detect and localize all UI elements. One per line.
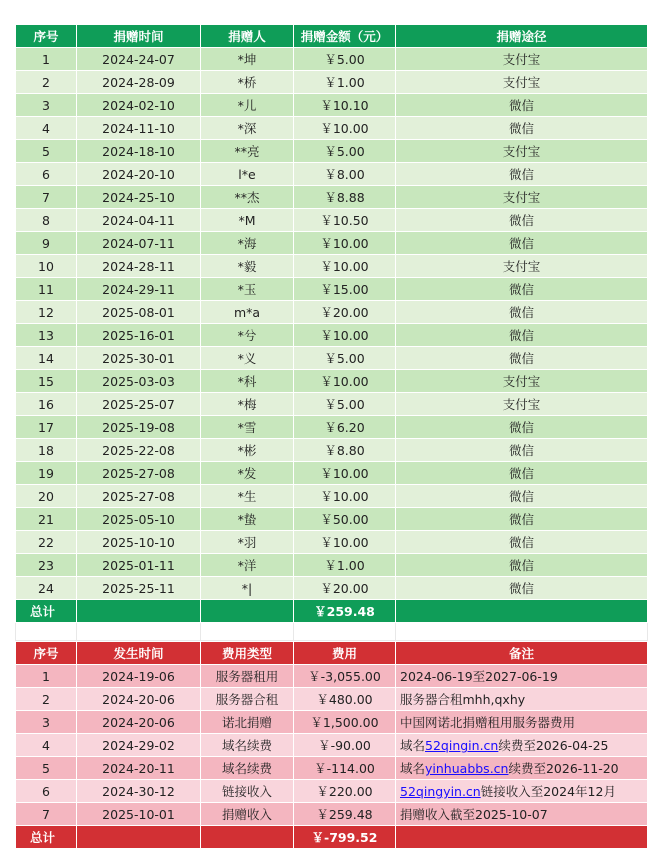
donation-channel-cell: 微信 xyxy=(396,347,648,370)
expense-index-cell: 4 xyxy=(16,734,77,757)
domain-link[interactable]: 52qingin.cn xyxy=(425,738,499,753)
donation-date-cell: 2024-07-11 xyxy=(77,232,201,255)
expense-index-cell: 6 xyxy=(16,780,77,803)
donation-index-cell: 17 xyxy=(16,416,77,439)
donation-row xyxy=(16,324,648,347)
spacer-cell xyxy=(294,623,396,641)
donation-index-cell: 11 xyxy=(16,278,77,301)
expense-total-label: 总计 xyxy=(16,826,77,849)
donation-donor-cell: *雪 xyxy=(201,416,294,439)
expense-date-cell: 2024-19-06 xyxy=(77,665,201,688)
expense-note-cell xyxy=(396,688,648,711)
expense-amount-cell: ￥259.48 xyxy=(294,803,396,826)
donation-donor-cell: *坤 xyxy=(201,48,294,71)
expense-header-type: 费用类型 xyxy=(201,642,294,665)
expense-date-cell: 2024-30-12 xyxy=(77,780,201,803)
donation-date-cell: 2025-19-08 xyxy=(77,416,201,439)
donation-row xyxy=(16,94,648,117)
expense-date-cell: 2025-10-01 xyxy=(77,803,201,826)
donation-row xyxy=(16,301,648,324)
donation-row xyxy=(16,462,648,485)
donation-date-cell: 2024-29-11 xyxy=(77,278,201,301)
donation-donor-cell: m*a xyxy=(201,301,294,324)
donation-amount-cell: ￥1.00 xyxy=(294,71,396,94)
donation-row xyxy=(16,370,648,393)
donation-amount-cell: ￥20.00 xyxy=(294,301,396,324)
donation-date-cell: 2024-11-10 xyxy=(77,117,201,140)
expense-index-cell: 2 xyxy=(16,688,77,711)
donation-amount-cell: ￥10.00 xyxy=(294,232,396,255)
donation-channel-cell: 微信 xyxy=(396,416,648,439)
donation-donor-cell: *发 xyxy=(201,462,294,485)
note-text: 续费至2026-04-25 xyxy=(498,738,609,753)
spacer-cell xyxy=(396,623,648,641)
donation-date-cell: 2025-25-07 xyxy=(77,393,201,416)
donation-channel-cell: 微信 xyxy=(396,554,648,577)
expense-note-cell xyxy=(396,734,648,757)
expense-index-cell: 7 xyxy=(16,803,77,826)
donation-row xyxy=(16,209,648,232)
donation-date-cell: 2024-20-10 xyxy=(77,163,201,186)
donation-date-cell: 2025-16-01 xyxy=(77,324,201,347)
expense-row xyxy=(16,780,648,803)
donation-donor-cell: *深 xyxy=(201,117,294,140)
donation-channel-cell: 微信 xyxy=(396,462,648,485)
donation-amount-cell: ￥5.00 xyxy=(294,347,396,370)
expense-amount-cell: ￥1,500.00 xyxy=(294,711,396,734)
donation-channel-cell: 微信 xyxy=(396,94,648,117)
note-text: 服务器合租mhh,qxhy xyxy=(400,692,526,707)
donation-donor-cell: l*e xyxy=(201,163,294,186)
donation-index-cell: 7 xyxy=(16,186,77,209)
donation-header-date: 捐赠时间 xyxy=(77,25,201,48)
expense-note-cell xyxy=(396,780,648,803)
donation-date-cell: 2024-28-09 xyxy=(77,71,201,94)
expense-header-date: 发生时间 xyxy=(77,642,201,665)
expense-type-cell: 服务器合租 xyxy=(201,688,294,711)
expense-header-note: 备注 xyxy=(396,642,648,665)
expense-total-empty xyxy=(77,826,201,849)
expense-date-cell: 2024-20-11 xyxy=(77,757,201,780)
donation-index-cell: 19 xyxy=(16,462,77,485)
donation-donor-cell: *海 xyxy=(201,232,294,255)
expense-type-cell: 捐赠收入 xyxy=(201,803,294,826)
donation-index-cell: 2 xyxy=(16,71,77,94)
donation-amount-cell: ￥5.00 xyxy=(294,393,396,416)
donation-index-cell: 3 xyxy=(16,94,77,117)
donation-amount-cell: ￥1.00 xyxy=(294,554,396,577)
expense-note-cell xyxy=(396,803,648,826)
donation-channel-cell: 支付宝 xyxy=(396,393,648,416)
donation-channel-cell: 微信 xyxy=(396,163,648,186)
donation-index-cell: 4 xyxy=(16,117,77,140)
expense-note-cell xyxy=(396,757,648,780)
donation-index-cell: 21 xyxy=(16,508,77,531)
expense-type-cell: 诺北捐赠 xyxy=(201,711,294,734)
donation-total-empty xyxy=(201,600,294,623)
donation-amount-cell: ￥8.80 xyxy=(294,439,396,462)
donation-amount-cell: ￥50.00 xyxy=(294,508,396,531)
donation-channel-cell: 支付宝 xyxy=(396,370,648,393)
expense-type-cell: 服务器租用 xyxy=(201,665,294,688)
donation-amount-cell: ￥10.00 xyxy=(294,370,396,393)
expense-type-cell: 链接收入 xyxy=(201,780,294,803)
note-text: 中国网诺北捐赠租用服务器费用 xyxy=(400,715,576,730)
expense-row xyxy=(16,757,648,780)
expense-index-cell: 1 xyxy=(16,665,77,688)
donation-date-cell: 2025-05-10 xyxy=(77,508,201,531)
donation-amount-cell: ￥15.00 xyxy=(294,278,396,301)
donation-amount-cell: ￥10.00 xyxy=(294,531,396,554)
expense-row xyxy=(16,711,648,734)
donation-total-empty xyxy=(396,600,648,623)
donation-row xyxy=(16,232,648,255)
donation-amount-cell: ￥5.00 xyxy=(294,140,396,163)
note-text: 续费至2026-11-20 xyxy=(508,761,619,776)
donation-donor-cell: *义 xyxy=(201,347,294,370)
donation-row xyxy=(16,71,648,94)
donation-date-cell: 2025-25-11 xyxy=(77,577,201,600)
donation-total-row xyxy=(16,600,648,623)
expense-amount-cell: ￥-90.00 xyxy=(294,734,396,757)
spacer-cell xyxy=(77,623,201,641)
donation-channel-cell: 支付宝 xyxy=(396,255,648,278)
spacer-cell xyxy=(201,623,294,641)
donation-channel-cell: 微信 xyxy=(396,531,648,554)
donation-index-cell: 23 xyxy=(16,554,77,577)
donation-amount-cell: ￥8.88 xyxy=(294,186,396,209)
donation-index-cell: 12 xyxy=(16,301,77,324)
expense-total-value: ￥-799.52 xyxy=(294,826,396,849)
donation-row xyxy=(16,508,648,531)
donation-total-label: 总计 xyxy=(16,600,77,623)
expense-header-row xyxy=(16,642,648,665)
domain-link[interactable]: 52qingyin.cn xyxy=(400,784,481,799)
expense-amount-cell: ￥-114.00 xyxy=(294,757,396,780)
donation-date-cell: 2024-25-10 xyxy=(77,186,201,209)
donation-channel-cell: 微信 xyxy=(396,485,648,508)
expense-amount-cell: ￥-3,055.00 xyxy=(294,665,396,688)
donation-row xyxy=(16,531,648,554)
donation-header-donor: 捐赠人 xyxy=(201,25,294,48)
donation-donor-cell: **杰 xyxy=(201,186,294,209)
donation-row xyxy=(16,163,648,186)
donation-date-cell: 2025-22-08 xyxy=(77,439,201,462)
donation-channel-cell: 微信 xyxy=(396,232,648,255)
expense-total-empty xyxy=(396,826,648,849)
donation-channel-cell: 微信 xyxy=(396,117,648,140)
donation-date-cell: 2025-08-01 xyxy=(77,301,201,324)
donation-amount-cell: ￥6.20 xyxy=(294,416,396,439)
donation-channel-cell: 支付宝 xyxy=(396,186,648,209)
donation-row xyxy=(16,439,648,462)
expense-date-cell: 2024-29-02 xyxy=(77,734,201,757)
note-text: 域名 xyxy=(400,738,426,753)
donation-date-cell: 2025-03-03 xyxy=(77,370,201,393)
donation-channel-cell: 微信 xyxy=(396,439,648,462)
spacer-cell xyxy=(16,623,77,641)
donation-date-cell: 2025-27-08 xyxy=(77,485,201,508)
donation-date-cell: 2024-24-07 xyxy=(77,48,201,71)
donation-amount-cell: ￥10.00 xyxy=(294,485,396,508)
donation-row xyxy=(16,140,648,163)
donation-index-cell: 20 xyxy=(16,485,77,508)
expense-total-empty xyxy=(201,826,294,849)
expense-date-cell: 2024-20-06 xyxy=(77,711,201,734)
donation-table xyxy=(15,24,648,641)
donation-date-cell: 2024-04-11 xyxy=(77,209,201,232)
expense-row xyxy=(16,803,648,826)
domain-link[interactable]: yinhuabbs.cn xyxy=(425,761,509,776)
donation-channel-cell: 微信 xyxy=(396,324,648,347)
expense-table xyxy=(15,641,648,849)
donation-donor-cell: *| xyxy=(201,577,294,600)
expense-total-row xyxy=(16,826,648,849)
donation-channel-cell: 微信 xyxy=(396,301,648,324)
donation-donor-cell: *玉 xyxy=(201,278,294,301)
donation-amount-cell: ￥10.00 xyxy=(294,462,396,485)
donation-row xyxy=(16,347,648,370)
donation-index-cell: 6 xyxy=(16,163,77,186)
donation-amount-cell: ￥10.50 xyxy=(294,209,396,232)
donation-donor-cell: *羽 xyxy=(201,531,294,554)
donation-date-cell: 2025-10-10 xyxy=(77,531,201,554)
expense-amount-cell: ￥480.00 xyxy=(294,688,396,711)
donation-row xyxy=(16,577,648,600)
donation-donor-cell: *兮 xyxy=(201,324,294,347)
expense-row xyxy=(16,688,648,711)
donation-donor-cell: *生 xyxy=(201,485,294,508)
donation-row xyxy=(16,278,648,301)
donation-amount-cell: ￥10.10 xyxy=(294,94,396,117)
expense-index-cell: 3 xyxy=(16,711,77,734)
expense-amount-cell: ￥220.00 xyxy=(294,780,396,803)
donation-donor-cell: *彬 xyxy=(201,439,294,462)
expense-row xyxy=(16,734,648,757)
spacer-row xyxy=(16,623,648,641)
donation-row xyxy=(16,485,648,508)
donation-header-row xyxy=(16,25,648,48)
donation-donor-cell: *洋 xyxy=(201,554,294,577)
donation-amount-cell: ￥20.00 xyxy=(294,577,396,600)
donation-total-empty xyxy=(77,600,201,623)
donation-header-channel: 捐赠途径 xyxy=(396,25,648,48)
donation-row xyxy=(16,186,648,209)
donation-index-cell: 10 xyxy=(16,255,77,278)
expense-type-cell: 域名续费 xyxy=(201,734,294,757)
expense-header-amount: 费用 xyxy=(294,642,396,665)
donation-channel-cell: 微信 xyxy=(396,508,648,531)
donation-index-cell: 22 xyxy=(16,531,77,554)
donation-index-cell: 16 xyxy=(16,393,77,416)
donation-row xyxy=(16,393,648,416)
donation-channel-cell: 支付宝 xyxy=(396,48,648,71)
expense-date-cell: 2024-20-06 xyxy=(77,688,201,711)
donation-index-cell: 8 xyxy=(16,209,77,232)
donation-row xyxy=(16,117,648,140)
note-text: 域名 xyxy=(400,761,426,776)
ledger-sheet xyxy=(15,24,647,849)
donation-index-cell: 9 xyxy=(16,232,77,255)
note-text: 链接收入至2024年12月 xyxy=(480,784,616,799)
expense-note-cell xyxy=(396,711,648,734)
donation-channel-cell: 微信 xyxy=(396,577,648,600)
note-text: 2024-06-19至2027-06-19 xyxy=(400,669,558,684)
donation-index-cell: 1 xyxy=(16,48,77,71)
donation-donor-cell: *梅 xyxy=(201,393,294,416)
donation-channel-cell: 支付宝 xyxy=(396,71,648,94)
donation-date-cell: 2025-27-08 xyxy=(77,462,201,485)
donation-date-cell: 2024-18-10 xyxy=(77,140,201,163)
donation-total-value: ￥259.48 xyxy=(294,600,396,623)
donation-donor-cell: *M xyxy=(201,209,294,232)
donation-channel-cell: 微信 xyxy=(396,278,648,301)
donation-channel-cell: 支付宝 xyxy=(396,140,648,163)
donation-amount-cell: ￥10.00 xyxy=(294,324,396,347)
donation-donor-cell: *桥 xyxy=(201,71,294,94)
expense-note-cell xyxy=(396,665,648,688)
expense-row xyxy=(16,665,648,688)
donation-index-cell: 15 xyxy=(16,370,77,393)
expense-type-cell: 域名续费 xyxy=(201,757,294,780)
donation-row xyxy=(16,48,648,71)
donation-date-cell: 2024-02-10 xyxy=(77,94,201,117)
donation-date-cell: 2025-30-01 xyxy=(77,347,201,370)
expense-index-cell: 5 xyxy=(16,757,77,780)
donation-donor-cell: *蛰 xyxy=(201,508,294,531)
donation-row xyxy=(16,255,648,278)
donation-index-cell: 13 xyxy=(16,324,77,347)
donation-index-cell: 24 xyxy=(16,577,77,600)
donation-header-index: 序号 xyxy=(16,25,77,48)
donation-amount-cell: ￥10.00 xyxy=(294,255,396,278)
donation-donor-cell: **亮 xyxy=(201,140,294,163)
donation-index-cell: 18 xyxy=(16,439,77,462)
donation-donor-cell: *科 xyxy=(201,370,294,393)
expense-header-index: 序号 xyxy=(16,642,77,665)
donation-donor-cell: *儿 xyxy=(201,94,294,117)
donation-row xyxy=(16,416,648,439)
note-text: 捐赠收入截至2025-10-07 xyxy=(400,807,548,822)
donation-amount-cell: ￥5.00 xyxy=(294,48,396,71)
donation-date-cell: 2024-28-11 xyxy=(77,255,201,278)
donation-date-cell: 2025-01-11 xyxy=(77,554,201,577)
donation-donor-cell: *毅 xyxy=(201,255,294,278)
donation-amount-cell: ￥8.00 xyxy=(294,163,396,186)
donation-channel-cell: 微信 xyxy=(396,209,648,232)
donation-amount-cell: ￥10.00 xyxy=(294,117,396,140)
donation-index-cell: 5 xyxy=(16,140,77,163)
donation-row xyxy=(16,554,648,577)
donation-header-amount: 捐赠金额（元） xyxy=(294,25,396,48)
donation-index-cell: 14 xyxy=(16,347,77,370)
